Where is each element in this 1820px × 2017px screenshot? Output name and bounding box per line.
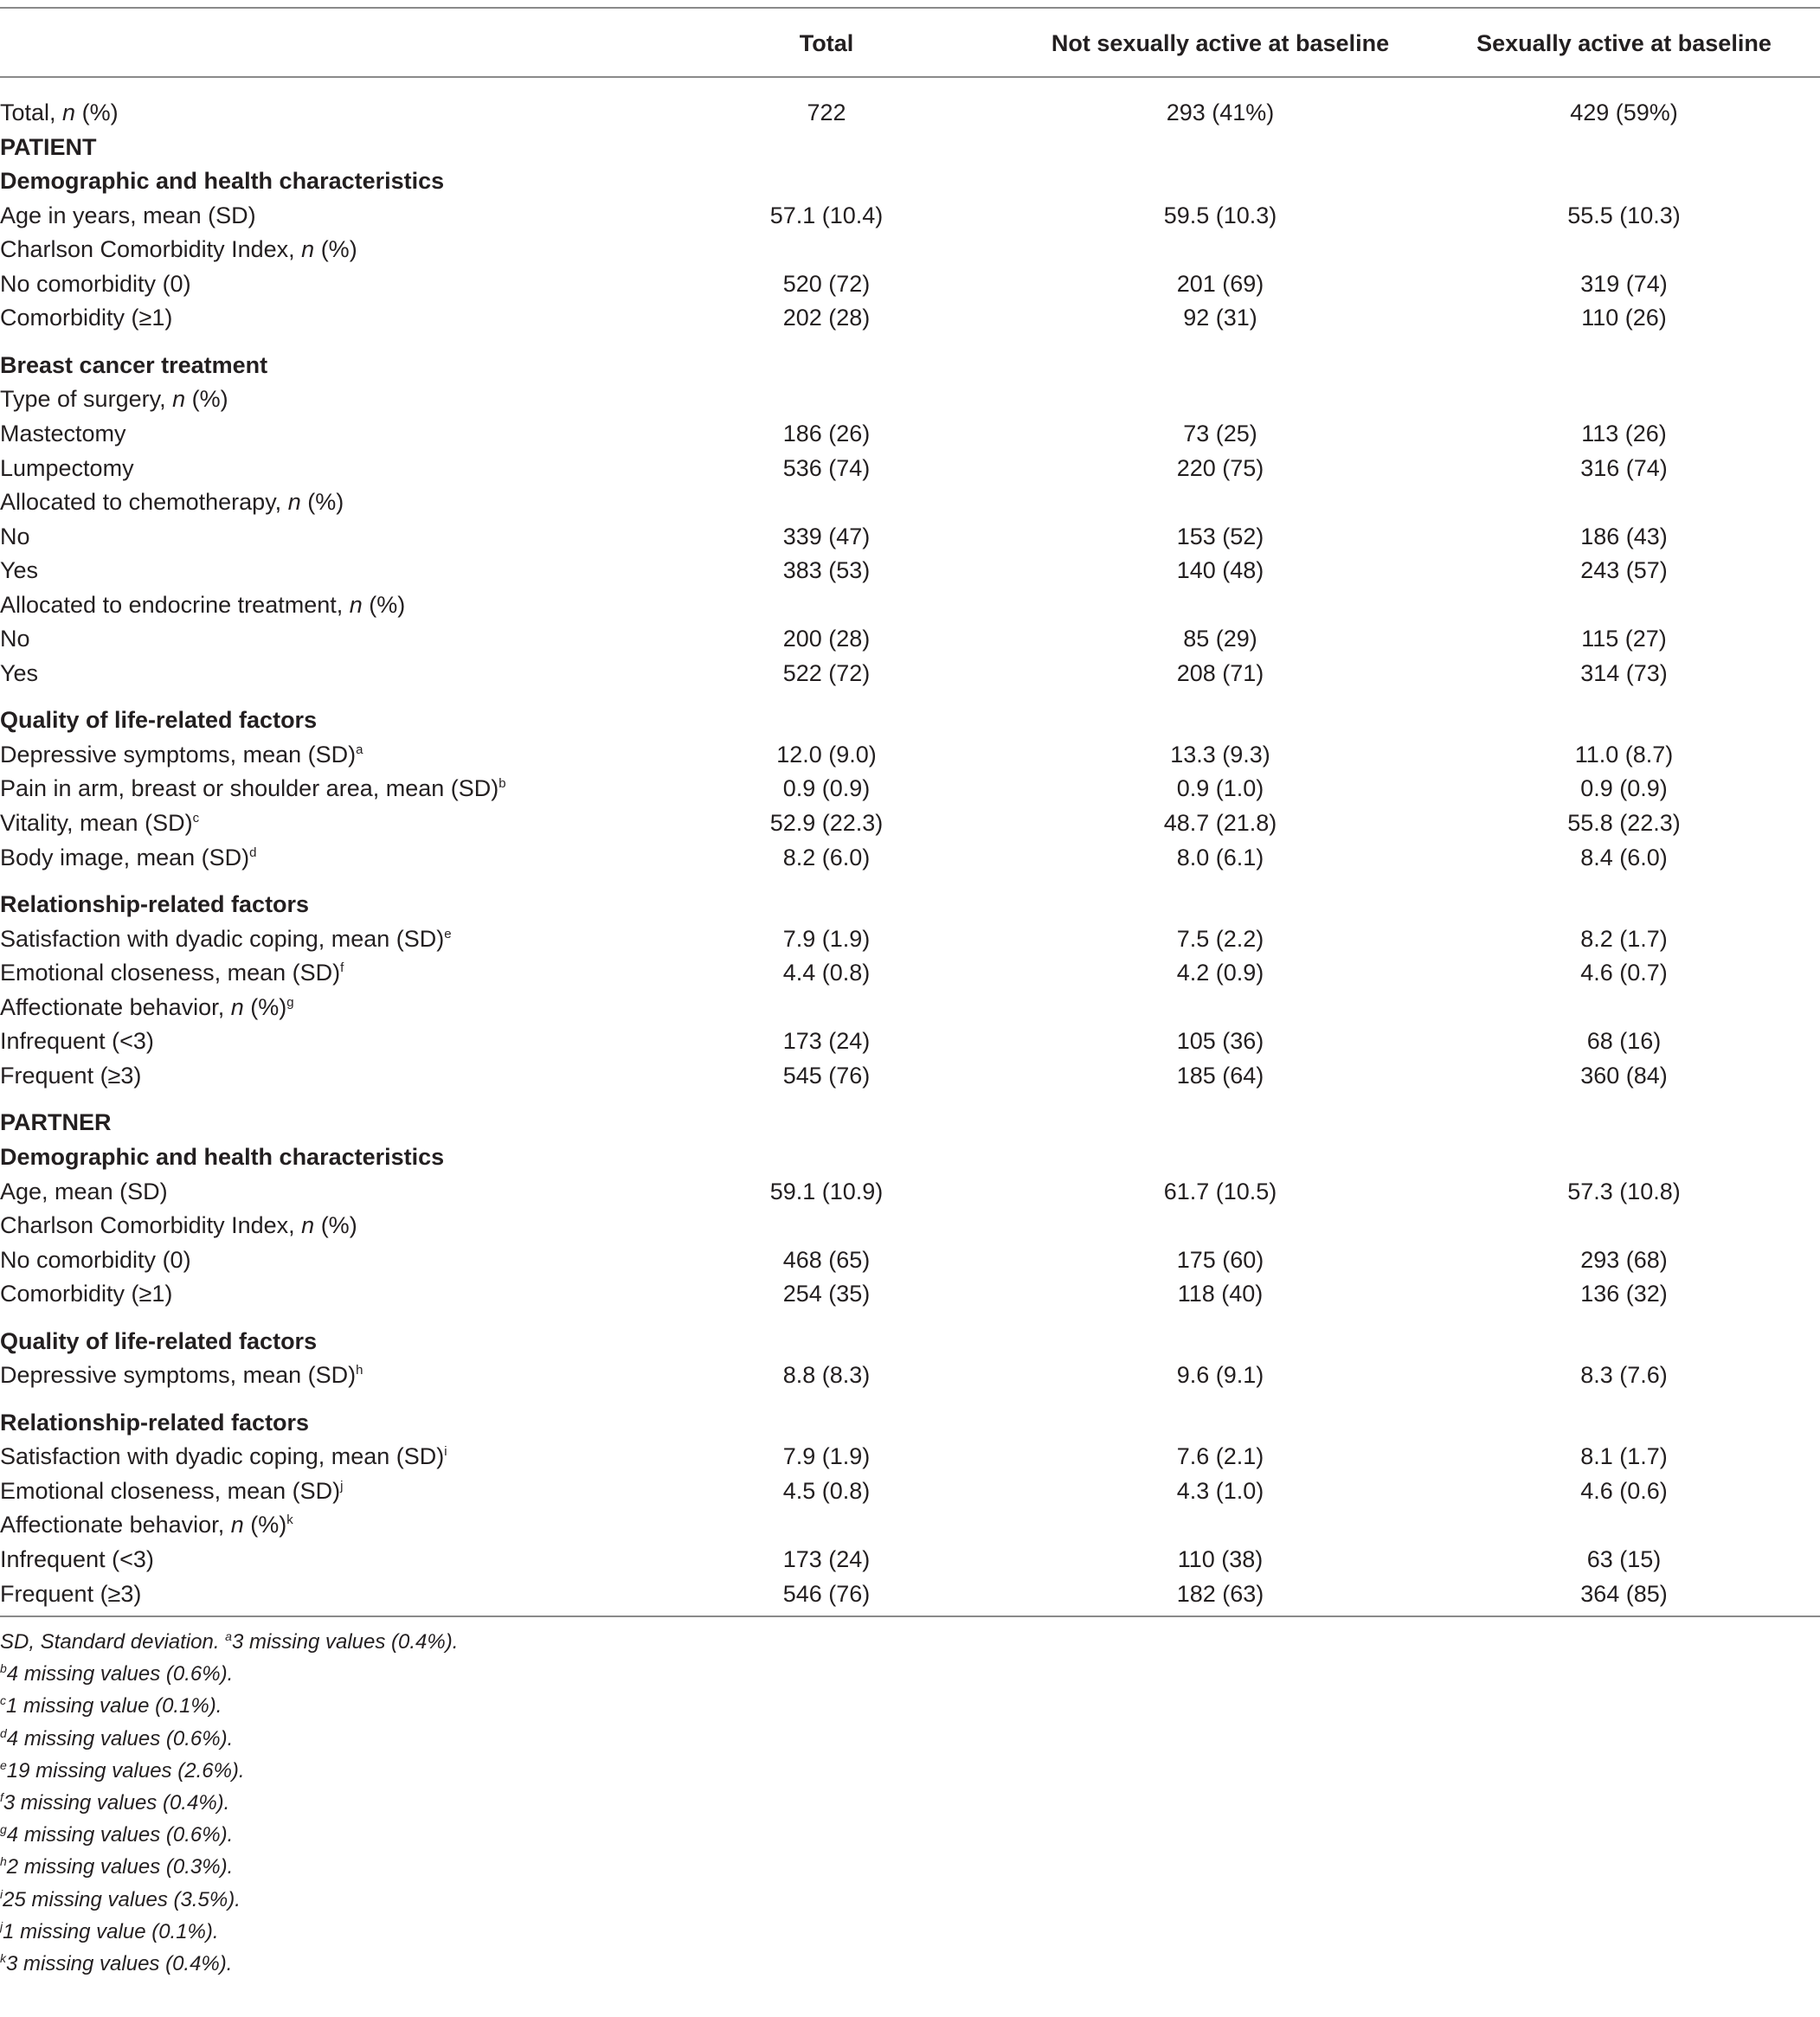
row-label: No comorbidity (0) xyxy=(0,1246,191,1273)
not-active-value: 105 (36) xyxy=(1176,1028,1264,1055)
active-value: 316 (74) xyxy=(1580,454,1668,481)
footnote-marker: a xyxy=(356,742,363,757)
table-row xyxy=(0,588,1820,622)
total-value: 7.9 (1.9) xyxy=(782,1443,871,1470)
active-value: 8.4 (6.0) xyxy=(1580,844,1668,870)
total-value: 254 (35) xyxy=(782,1281,871,1307)
total-value: 8.2 (6.0) xyxy=(782,844,871,870)
section-heading: Breast cancer treatment xyxy=(0,351,268,378)
active-value xyxy=(1428,1507,1820,1542)
row-label: Mastectomy xyxy=(0,420,126,446)
not-active-value: 61.7 (10.5) xyxy=(1163,1178,1277,1204)
total-value: 173 (24) xyxy=(782,1028,871,1055)
footnote: $^j$1 missing value (0.1%). xyxy=(0,1918,219,1943)
footnote: $^d$4 missing values (0.6%). xyxy=(0,1725,234,1750)
section-heading-row xyxy=(0,130,1820,164)
total-value: 59.1 (10.9) xyxy=(769,1178,884,1204)
not-active-value xyxy=(1030,485,1411,519)
row-label: Age in years, mean (SD) xyxy=(0,202,256,228)
row-label: Lumpectomy xyxy=(0,454,134,481)
not-active-value xyxy=(1030,1507,1411,1542)
active-value: 360 (84) xyxy=(1580,1062,1668,1089)
table-row xyxy=(0,990,1820,1025)
table-row xyxy=(0,1439,1820,1474)
not-active-value: 140 (48) xyxy=(1176,557,1264,584)
row-label: Satisfaction with dyadic coping, mean (SD)$^e$ xyxy=(0,925,452,952)
active-value: 314 (73) xyxy=(1580,659,1668,686)
not-active-value: 153 (52) xyxy=(1176,523,1264,549)
section-heading: PARTNER xyxy=(0,1109,112,1136)
total-value: 7.9 (1.9) xyxy=(782,925,871,952)
section-heading: Relationship-related factors xyxy=(0,891,310,918)
row-label: Allocated to endocrine treatment, n (%) xyxy=(0,591,406,618)
row-label: Affectionate behavior, n (%)$^k$ xyxy=(0,1512,293,1538)
table-row xyxy=(0,1243,1820,1277)
total-value: 52.9 (22.3) xyxy=(769,810,884,836)
table-row xyxy=(0,1208,1820,1243)
total-value: 8.8 (8.3) xyxy=(782,1362,871,1389)
row-label: Total, n (%) xyxy=(0,100,119,125)
total-value: 339 (47) xyxy=(782,523,871,549)
table-row xyxy=(0,840,1820,875)
total-value xyxy=(662,588,991,622)
active-value: 57.3 (10.8) xyxy=(1567,1178,1681,1204)
section-heading: Quality of life-related factors xyxy=(0,1327,318,1354)
row-label: Vitality, mean (SD)$^c$ xyxy=(0,810,200,836)
total-value: 4.4 (0.8) xyxy=(782,960,871,986)
total-value: 520 (72) xyxy=(782,270,871,297)
table-row xyxy=(0,95,1820,130)
footnote-marker: j xyxy=(340,1478,344,1493)
not-active-value: 8.0 (6.1) xyxy=(1176,844,1264,870)
footnote-marker: e xyxy=(0,1757,7,1772)
not-active-value: 201 (69) xyxy=(1176,270,1264,297)
section-heading-row xyxy=(0,703,1820,737)
total-value xyxy=(662,990,991,1025)
active-value: 293 (68) xyxy=(1580,1246,1668,1273)
footnote: $^g$4 missing values (0.6%). xyxy=(0,1822,234,1847)
table-row xyxy=(0,1507,1820,1542)
row-label: Charlson Comorbidity Index, n (%) xyxy=(0,1212,357,1239)
table-row xyxy=(0,553,1820,588)
table-row xyxy=(0,1358,1820,1392)
active-value: 11.0 (8.7) xyxy=(1574,741,1674,768)
row-label: Type of surgery, n (%) xyxy=(0,386,228,413)
section-heading-row xyxy=(0,164,1820,198)
section-heading-row xyxy=(0,1140,1820,1174)
row-label: Allocated to chemotherapy, n (%) xyxy=(0,489,344,516)
not-active-value: 110 (38) xyxy=(1177,1546,1264,1572)
table-row xyxy=(0,621,1820,656)
footnote-marker: k xyxy=(0,1951,6,1965)
active-value xyxy=(1428,485,1820,519)
table-bottom-rule xyxy=(0,1616,1820,1617)
not-active-value: 118 (40) xyxy=(1177,1281,1264,1307)
active-value: 55.8 (22.3) xyxy=(1567,810,1681,836)
row-label: Depressive symptoms, mean (SD)$^a$ xyxy=(0,741,363,768)
footnote-marker: a xyxy=(225,1629,232,1643)
active-value xyxy=(1428,588,1820,622)
footnote-marker: g xyxy=(0,1822,7,1837)
table-row xyxy=(0,1577,1820,1611)
table-row xyxy=(0,1276,1820,1311)
not-active-value: 7.5 (2.2) xyxy=(1176,925,1264,952)
section-heading: Demographic and health characteristics xyxy=(0,1143,445,1170)
active-value xyxy=(1428,1208,1820,1243)
row-label: Satisfaction with dyadic coping, mean (SD)$^i$ xyxy=(0,1443,447,1470)
row-label: Age, mean (SD) xyxy=(0,1178,168,1204)
total-value: 546 (76) xyxy=(782,1580,871,1607)
not-active-value: 7.6 (2.1) xyxy=(1176,1443,1264,1470)
active-value: 364 (85) xyxy=(1580,1580,1668,1607)
table-row xyxy=(0,382,1820,416)
section-heading: PATIENT xyxy=(0,133,97,160)
not-active-value: 13.3 (9.3) xyxy=(1170,741,1270,768)
section-heading-row xyxy=(0,887,1820,922)
header-sexually-active: Sexually active at baseline xyxy=(1476,30,1772,56)
not-active-value: 9.6 (9.1) xyxy=(1176,1362,1264,1389)
not-active-value xyxy=(1030,232,1411,267)
active-value: 55.5 (10.3) xyxy=(1567,202,1681,228)
total-value: 12.0 (9.0) xyxy=(776,741,877,768)
section-heading-row xyxy=(0,1105,1820,1140)
table-row xyxy=(0,198,1820,233)
active-value: 319 (74) xyxy=(1580,270,1668,297)
row-label: Comorbidity (≥1) xyxy=(0,305,173,331)
not-active-value: 59.5 (10.3) xyxy=(1163,202,1277,228)
section-heading: Demographic and health characteristics xyxy=(0,168,445,195)
row-label: Infrequent (<3) xyxy=(0,1028,154,1055)
footnote: $^e$19 missing values (2.6%). xyxy=(0,1757,245,1783)
total-value: 200 (28) xyxy=(782,626,871,652)
active-value: 136 (32) xyxy=(1580,1281,1668,1307)
not-active-value: 85 (29) xyxy=(1183,626,1257,652)
total-value: 383 (53) xyxy=(782,557,871,584)
footnote-marker: f xyxy=(340,960,344,976)
not-active-value: 293 (41%) xyxy=(1166,100,1275,125)
total-value: 186 (26) xyxy=(782,420,871,446)
total-value: 202 (28) xyxy=(782,305,871,331)
footnote-marker: h xyxy=(0,1854,7,1869)
not-active-value xyxy=(1030,588,1411,622)
footnote-marker: c xyxy=(0,1693,6,1708)
header-not-sexually-active: Not sexually active at baseline xyxy=(1051,30,1390,56)
active-value: 186 (43) xyxy=(1580,523,1668,549)
total-value: 545 (76) xyxy=(782,1062,871,1089)
row-label: No xyxy=(0,626,30,652)
not-active-value: 48.7 (21.8) xyxy=(1163,810,1277,836)
row-label: Yes xyxy=(0,557,39,584)
footnote-marker: k xyxy=(286,1513,293,1528)
active-value: 68 (16) xyxy=(1586,1028,1662,1055)
footnote-marker: e xyxy=(444,926,452,941)
table-row xyxy=(0,656,1820,691)
total-value xyxy=(662,1208,991,1243)
footnote-marker: b xyxy=(0,1661,7,1676)
footnote: $^i$25 missing values (3.5%). xyxy=(0,1886,241,1911)
not-active-value: 4.2 (0.9) xyxy=(1176,960,1264,986)
active-value xyxy=(1428,382,1820,416)
footnote: $^b$4 missing values (0.6%). xyxy=(0,1661,234,1686)
row-label: Depressive symptoms, mean (SD)$^h$ xyxy=(0,1362,363,1389)
not-active-value xyxy=(1030,1208,1411,1243)
table-row xyxy=(0,771,1820,806)
row-label: Comorbidity (≥1) xyxy=(0,1281,173,1307)
not-active-value: 92 (31) xyxy=(1183,305,1257,331)
not-active-value xyxy=(1030,382,1411,416)
table-top-rule xyxy=(0,7,1820,9)
footnote-marker: f xyxy=(0,1790,3,1804)
section-heading-row xyxy=(0,1324,1820,1359)
active-value: 243 (57) xyxy=(1580,557,1668,584)
active-value: 429 (59%) xyxy=(1570,100,1678,125)
row-label: Body image, mean (SD)$^d$ xyxy=(0,844,257,870)
table-row xyxy=(0,922,1820,956)
table-row xyxy=(0,806,1820,840)
footnote: $^k$3 missing values (0.4%). xyxy=(0,1951,233,1975)
footnote-marker: b xyxy=(498,776,506,792)
not-active-value: 185 (64) xyxy=(1176,1062,1264,1089)
table-row xyxy=(0,1058,1820,1093)
table-row xyxy=(0,451,1820,485)
total-value: 0.9 (0.9) xyxy=(782,775,871,802)
table-row xyxy=(0,737,1820,772)
total-value xyxy=(662,232,991,267)
active-value: 8.2 (1.7) xyxy=(1580,925,1668,952)
not-active-value: 73 (25) xyxy=(1183,420,1257,446)
row-label: Pain in arm, breast or shoulder area, mean (SD)$^b$ xyxy=(0,775,506,802)
active-value: 4.6 (0.7) xyxy=(1580,960,1668,986)
active-value: 63 (15) xyxy=(1586,1546,1662,1572)
footnote: $^c$1 missing value (0.1%). xyxy=(0,1693,222,1718)
table-row xyxy=(0,1174,1820,1209)
section-heading: Relationship-related factors xyxy=(0,1409,310,1436)
table-header-row xyxy=(0,26,1820,61)
not-active-value: 175 (60) xyxy=(1176,1246,1264,1273)
footnote-marker: i xyxy=(444,1444,447,1460)
row-label: Affectionate behavior, n (%)$^g$ xyxy=(0,993,294,1020)
footnote-marker: h xyxy=(356,1363,363,1378)
footnote: SD, Standard deviation. $^a$3 missing values (0.4%). xyxy=(0,1629,459,1654)
active-value: 8.1 (1.7) xyxy=(1580,1443,1668,1470)
total-value: 522 (72) xyxy=(782,659,871,686)
row-label: Frequent (≥3) xyxy=(0,1062,142,1089)
total-value xyxy=(662,485,991,519)
active-value: 115 (27) xyxy=(1581,626,1667,652)
table-row xyxy=(0,955,1820,990)
row-label: No xyxy=(0,523,30,549)
not-active-value xyxy=(1030,990,1411,1025)
active-value: 110 (26) xyxy=(1581,305,1667,331)
total-value xyxy=(662,382,991,416)
row-label: Emotional closeness, mean (SD)$^f$ xyxy=(0,960,344,986)
table-row xyxy=(0,519,1820,554)
footnote-marker: d xyxy=(0,1725,7,1740)
header-total: Total xyxy=(799,30,854,56)
total-value: 468 (65) xyxy=(782,1246,871,1273)
not-active-value: 182 (63) xyxy=(1176,1580,1264,1607)
not-active-value: 208 (71) xyxy=(1176,659,1264,686)
footnote-marker: i xyxy=(0,1886,3,1901)
row-label: Emotional closeness, mean (SD)$^j$ xyxy=(0,1477,344,1504)
not-active-value: 220 (75) xyxy=(1176,454,1264,481)
active-value xyxy=(1428,232,1820,267)
footnote-marker: c xyxy=(192,811,200,825)
total-value: 173 (24) xyxy=(782,1546,871,1572)
table-row xyxy=(0,485,1820,519)
table-row xyxy=(0,267,1820,301)
table-row xyxy=(0,1024,1820,1058)
table-row xyxy=(0,416,1820,451)
section-heading: Quality of life-related factors xyxy=(0,707,318,734)
header-bottom-rule xyxy=(0,76,1820,78)
section-heading-row xyxy=(0,1405,1820,1440)
footnote-marker: g xyxy=(286,994,294,1010)
row-label: Charlson Comorbidity Index, n (%) xyxy=(0,236,357,263)
total-value: 4.5 (0.8) xyxy=(782,1477,871,1504)
footnote-marker: d xyxy=(249,845,257,860)
row-label: No comorbidity (0) xyxy=(0,270,191,297)
footnote-marker: j xyxy=(0,1918,3,1933)
total-value: 536 (74) xyxy=(782,454,871,481)
section-heading-row xyxy=(0,348,1820,382)
footnote: $^f$3 missing values (0.4%). xyxy=(0,1790,230,1815)
not-active-value: 4.3 (1.0) xyxy=(1176,1477,1264,1504)
footnote: $^h$2 missing values (0.3%). xyxy=(0,1854,234,1879)
row-label: Infrequent (<3) xyxy=(0,1546,154,1572)
row-label: Frequent (≥3) xyxy=(0,1580,142,1607)
active-value: 0.9 (0.9) xyxy=(1580,775,1668,802)
table-row xyxy=(0,232,1820,267)
total-value: 722 xyxy=(807,100,846,125)
active-value xyxy=(1428,990,1820,1025)
total-value: 57.1 (10.4) xyxy=(769,202,884,228)
not-active-value: 0.9 (1.0) xyxy=(1176,775,1264,802)
table-row xyxy=(0,1474,1820,1508)
active-value: 113 (26) xyxy=(1581,420,1667,446)
table-row xyxy=(0,300,1820,335)
row-label: Yes xyxy=(0,659,39,686)
table-row xyxy=(0,1542,1820,1577)
active-value: 4.6 (0.6) xyxy=(1580,1477,1668,1504)
active-value: 8.3 (7.6) xyxy=(1580,1362,1668,1389)
total-value xyxy=(662,1507,991,1542)
